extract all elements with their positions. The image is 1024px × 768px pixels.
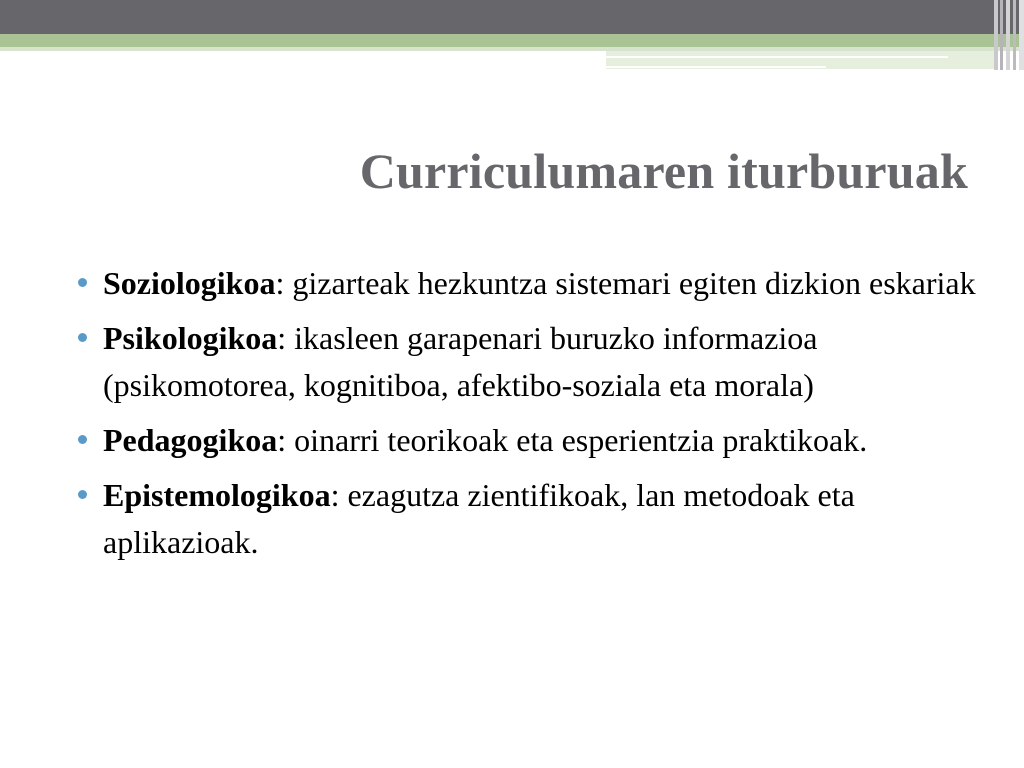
bullet-dot-icon [78,490,87,499]
header-tab-line [606,56,948,58]
bullet-term: Pedagogikoa [103,422,278,458]
bullet-term: Epistemologikoa [103,477,331,513]
bullet-item-soziologikoa [76,260,976,307]
header-green-band [0,34,1024,47]
bullet-dot-icon [78,278,87,287]
bullet-item-epistemologikoa [76,472,976,566]
bullet-item-psikologikoa [76,315,976,409]
bullet-separator: : [275,265,285,301]
corner-stripe [1006,0,1010,70]
header-tab-line [606,66,826,68]
bullet-separator: : [277,320,287,356]
bullet-text: gizarteak hezkuntza sistemari egiten dizkion eskariak [284,265,976,301]
bullet-text: ezagutza zientifikoak, lan metodoak eta aplikazioak. [103,477,855,560]
slide-title: Curriculumaren iturburuak [359,143,968,199]
bullet-dot-icon [78,333,87,342]
bullet-text: ikasleen garapenari buruzko informazioa (psikomotorea, kognitiboa, afektibo-soziala eta morala) [103,320,818,403]
bullet-separator: : [330,477,340,513]
bullet-list [76,260,976,574]
corner-stripe [994,0,998,70]
corner-stripe [1013,0,1016,70]
corner-stripe [1019,0,1024,70]
header-gray-band [0,0,1024,34]
bullet-dot-icon [78,435,87,444]
bullet-term: Soziologikoa [103,265,276,301]
bullet-item-pedagogikoa [76,417,976,464]
bullet-text: oinarri teorikoak eta esperientzia praktikoak. [286,422,868,458]
bullet-term: Psikologikoa [103,320,278,356]
corner-stripe [1000,0,1003,70]
bullet-separator: : [277,422,287,458]
